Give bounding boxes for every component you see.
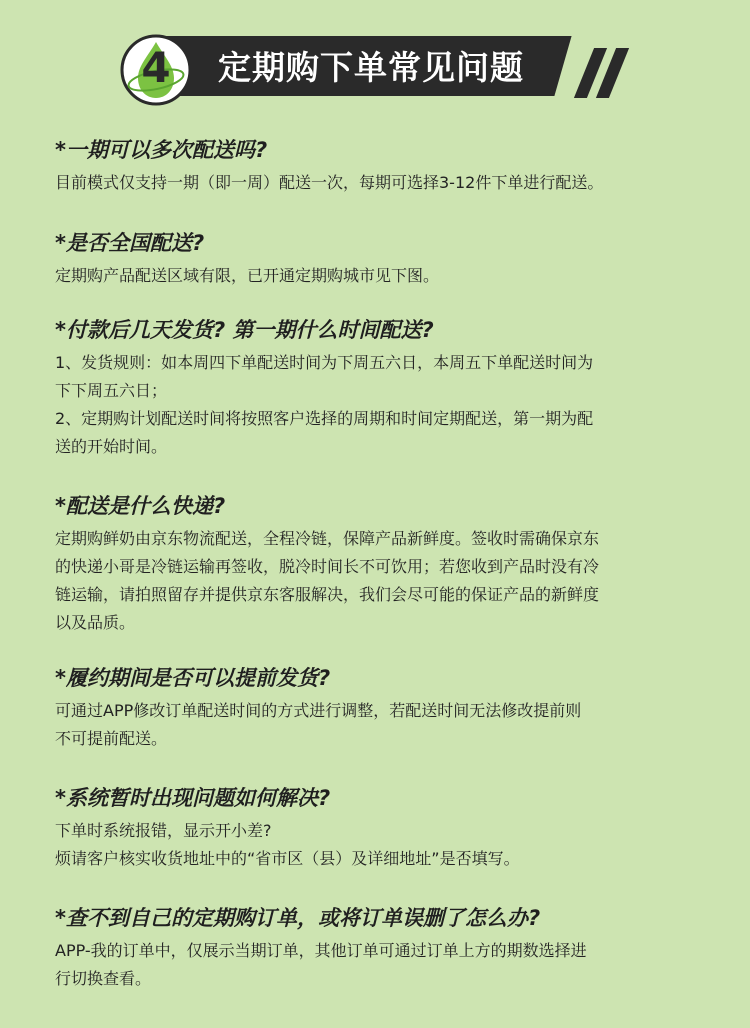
faq-item: [55, 491, 715, 637]
section-banner: [118, 30, 633, 106]
faq-item: [55, 315, 715, 461]
faq-question: *系统暂时出现问题如何解决?: [55, 786, 331, 810]
faq-answer-line: 下单时系统报错，显示开小差?: [55, 821, 272, 840]
faq-answer-line: 送的开始时间。: [55, 437, 168, 456]
faq-answer-line: 链运输，请拍照留存并提供京东客服解决，我们会尽可能的保证产品的新鲜度: [55, 585, 600, 604]
faq-question: *一期可以多次配送吗?: [55, 138, 268, 162]
section-number: 4: [141, 43, 171, 92]
faq-answer-line: 不可提前配送。: [55, 729, 168, 748]
faq-item: [55, 663, 715, 753]
faq-answer-line: 定期购产品配送区域有限，已开通定期购城市见下图。: [55, 266, 440, 285]
faq-answer-line: 定期购鲜奶由京东物流配送，全程冷链，保障产品新鲜度。签收时需确保京东: [55, 529, 600, 548]
faq-answer-line: 可通过APP修改订单配送时间的方式进行调整，若配送时间无法修改提前则: [55, 701, 582, 720]
faq-answer-line: APP-我的订单中，仅展示当期订单，其他订单可通过订单上方的期数选择进: [55, 941, 587, 960]
faq-answer-line: 以及品质。: [55, 613, 136, 632]
faq-question: *是否全国配送?: [55, 231, 205, 255]
faq-item: [55, 903, 715, 993]
faq-question: *查不到自己的定期购订单，或将订单误删了怎么办?: [55, 906, 541, 930]
faq-question: *配送是什么快递?: [55, 494, 226, 518]
faq-answer-line: 的快递小哥是冷链运输再签收，脱冷时间长不可饮用；若您收到产品时没有冷: [55, 557, 600, 576]
faq-answer-line: 1、发货规则：如本周四下单配送时间为下周五六日，本周五下单配送时间为: [55, 353, 594, 372]
page-title: 定期购下单常见问题: [218, 48, 524, 87]
faq-item: [55, 135, 715, 197]
faq-answer-line: 烦请客户核实收货地址中的“省市区（县）及详细地址”是否填写。: [55, 849, 520, 868]
faq-answer-line: 目前模式仅支持一期（即一周）配送一次，每期可选择3-12件下单进行配送。: [55, 173, 604, 192]
faq-item: [55, 228, 715, 290]
number-badge: [118, 30, 194, 106]
faq-question: *付款后几天发货? 第一期什么时间配送?: [55, 318, 434, 342]
faq-question: *履约期间是否可以提前发货?: [55, 666, 331, 690]
faq-answer-line: 行切换查看。: [55, 969, 152, 988]
faq-answer-line: 下下周五六日；: [55, 381, 168, 400]
faq-answer-line: 2、定期购计划配送时间将按照客户选择的周期和时间定期配送，第一期为配: [55, 409, 594, 428]
faq-item: [55, 783, 715, 873]
